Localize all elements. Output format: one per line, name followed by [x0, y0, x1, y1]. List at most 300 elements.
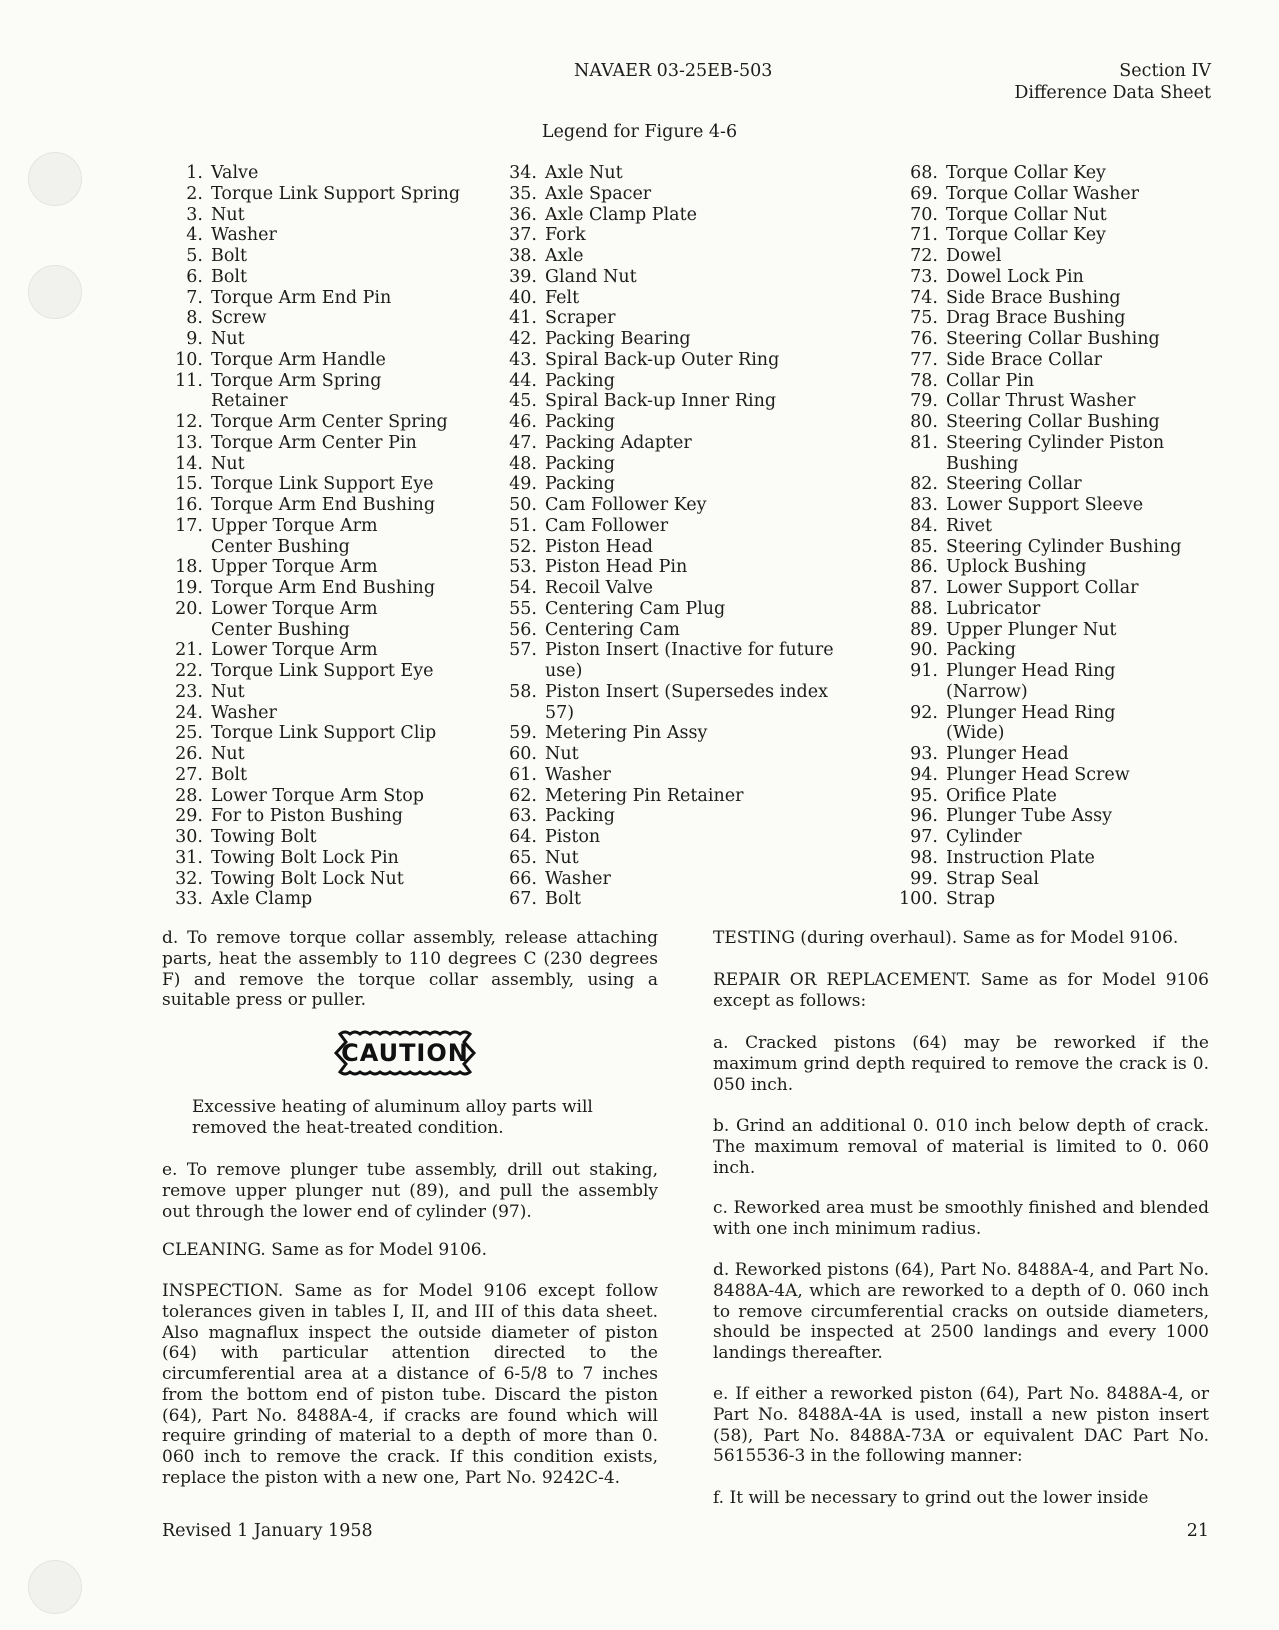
- legend-item: [500, 599, 834, 620]
- legend-item-number: 20.: [175, 598, 203, 619]
- legend-item: [500, 516, 834, 537]
- legend-item-number: 81.: [910, 432, 938, 453]
- legend-item-number: 22.: [175, 661, 203, 681]
- legend-item-number: 5.: [186, 246, 203, 266]
- legend-item-label: Packing Bearing: [545, 329, 691, 349]
- legend-item-number: 67.: [509, 889, 537, 910]
- legend-item-label: Scraper: [545, 308, 616, 329]
- legend-item: [500, 288, 834, 309]
- legend-item: [895, 516, 1181, 537]
- legend-item-number: 75.: [910, 308, 938, 329]
- legend-item: [500, 578, 834, 599]
- legend-item: [170, 682, 460, 703]
- legend-item-label: Torque Collar Nut: [946, 204, 1107, 225]
- legend-item-label: Valve: [211, 163, 259, 183]
- legend-item-label: Plunger Head Ring (Wide): [946, 702, 1116, 744]
- legend-item: [895, 225, 1181, 246]
- paragraph-d: d. To remove torque collar assembly, release attaching parts, heat the assembly to 110 degrees C (230 degrees F) and remove the torque collar assembly, using a suitable press or puller.: [162, 928, 658, 1011]
- legend-item-number: 34.: [509, 163, 537, 183]
- legend-item-number: 7.: [186, 287, 203, 308]
- legend-item: [170, 329, 460, 350]
- repair-item-b: b. Grind an additional 0. 010 inch below depth of crack. The maximum removal of material is limited to 0. 060 inch.: [713, 1116, 1209, 1178]
- legend-title: Legend for Figure 4-6: [541, 122, 738, 142]
- document-number: NAVAER 03-25EB-503: [574, 61, 773, 81]
- revision-date: Revised 1 January 1958: [162, 1521, 373, 1541]
- legend-item-label: Cam Follower Key: [545, 495, 707, 515]
- legend-item-label: Nut: [211, 453, 245, 474]
- legend-item-number: 74.: [910, 287, 938, 308]
- legend-item: [895, 744, 1181, 765]
- legend-item: [500, 225, 834, 246]
- legend-item: [170, 744, 460, 765]
- legend-item: [895, 267, 1181, 288]
- cleaning-paragraph: CLEANING. Same as for Model 9106.: [162, 1240, 488, 1260]
- legend-item: [895, 433, 1181, 475]
- legend-item: [170, 184, 460, 205]
- legend-item-label: For to Piston Bushing: [211, 806, 403, 827]
- legend-item-number: 26.: [175, 744, 203, 764]
- legend-item-number: 80.: [910, 412, 938, 432]
- legend-item-number: 98.: [910, 847, 938, 868]
- legend-item: [895, 786, 1181, 807]
- legend-item-label: Lower Torque Arm Stop: [211, 785, 424, 806]
- legend-item-label: Nut: [211, 329, 245, 349]
- legend-item: [500, 246, 834, 267]
- legend-item-number: 77.: [910, 349, 938, 370]
- legend-item-label: Towing Bolt Lock Nut: [211, 868, 404, 889]
- legend-item-label: Plunger Tube Assy: [946, 806, 1112, 827]
- legend-item-number: 44.: [509, 370, 537, 391]
- legend-item-number: 89.: [910, 619, 938, 640]
- legend-item-label: Drag Brace Bushing: [946, 308, 1126, 329]
- legend-item: [170, 765, 460, 786]
- legend-item: [895, 537, 1181, 558]
- legend-item-label: Torque Arm End Bushing: [211, 495, 436, 515]
- legend-item-label: Piston Insert (Inactive for future use): [545, 640, 834, 681]
- legend-item-label: Plunger Head Ring (Narrow): [946, 661, 1116, 702]
- legend-item-number: 18.: [175, 557, 203, 578]
- legend-item-number: 76.: [910, 329, 938, 349]
- legend-item: [170, 827, 460, 848]
- legend-item-number: 28.: [175, 785, 203, 806]
- caution-label: CAUTION: [341, 1039, 469, 1067]
- legend-item-number: 47.: [509, 432, 537, 453]
- repair-item-f: f. It will be necessary to grind out the lower inside: [713, 1488, 1149, 1508]
- legend-item-number: 32.: [175, 868, 203, 889]
- legend-column-2: [500, 163, 834, 910]
- legend-item-label: Axle Clamp: [211, 889, 313, 910]
- legend-item-number: 94.: [910, 764, 938, 785]
- legend-item-number: 69.: [910, 183, 938, 204]
- legend-item-label: Upper Plunger Nut: [946, 619, 1117, 640]
- legend-item: [170, 703, 460, 724]
- legend-item-number: 70.: [910, 204, 938, 225]
- legend-item-label: Steering Collar: [946, 474, 1082, 495]
- punch-hole: [28, 152, 82, 206]
- caution-text: Excessive heating of aluminum alloy parts will removed the heat-treated condition.: [192, 1097, 593, 1138]
- legend-item: [170, 723, 460, 744]
- legend-item-label: Torque Arm Center Spring: [211, 412, 448, 432]
- sheet-label: Difference Data Sheet: [1014, 83, 1211, 103]
- legend-item-number: 21.: [175, 640, 203, 661]
- legend-item-label: Centering Cam: [545, 619, 680, 640]
- legend-item: [500, 454, 834, 475]
- legend-item-label: Nut: [211, 204, 245, 225]
- legend-item-number: 87.: [910, 578, 938, 598]
- legend-item-label: Lower Support Sleeve: [946, 495, 1144, 515]
- legend-item-label: Torque Link Support Clip: [211, 723, 437, 744]
- legend-item: [500, 848, 834, 869]
- legend-item-number: 55.: [509, 598, 537, 619]
- legend-item-number: 71.: [910, 225, 938, 246]
- legend-item: [895, 848, 1181, 869]
- legend-item-number: 11.: [175, 370, 203, 391]
- legend-item-number: 6.: [186, 266, 203, 287]
- legend-item: [500, 433, 834, 454]
- legend-item-label: Upper Torque Arm: [211, 557, 378, 578]
- legend-item-label: Torque Arm End Bushing: [211, 578, 436, 598]
- legend-item-label: Bolt: [211, 764, 248, 785]
- legend-item-number: 13.: [175, 432, 203, 453]
- legend-item-number: 25.: [175, 723, 203, 744]
- legend-item-number: 84.: [910, 515, 938, 536]
- legend-item-number: 8.: [186, 308, 203, 329]
- legend-item-label: Axle: [545, 246, 584, 266]
- legend-item-label: Gland Nut: [545, 266, 637, 287]
- legend-item: [170, 495, 460, 516]
- legend-item-label: Torque Link Support Eye: [211, 661, 434, 681]
- legend-item-label: Steering Cylinder Bushing: [946, 536, 1182, 557]
- legend-item-number: 93.: [910, 744, 938, 764]
- legend-item-number: 37.: [509, 225, 537, 246]
- legend-item: [500, 723, 834, 744]
- legend-item-number: 64.: [509, 827, 537, 847]
- legend-item-label: Lower Torque Arm Center Bushing: [211, 598, 378, 640]
- legend-item-number: 72.: [910, 246, 938, 266]
- legend-item-number: 56.: [509, 619, 537, 640]
- legend-item-label: Upper Torque Arm Center Bushing: [211, 515, 378, 557]
- legend-item-number: 58.: [509, 681, 537, 702]
- legend-item-label: Dowel Lock Pin: [946, 266, 1084, 287]
- legend-item: [170, 350, 460, 371]
- legend-item: [170, 640, 460, 661]
- legend-item-label: Nut: [211, 744, 245, 764]
- legend-item-label: Torque Collar Key: [946, 225, 1106, 246]
- legend-item: [895, 184, 1181, 205]
- legend-item-label: Washer: [211, 225, 277, 246]
- page-number: 21: [1186, 1521, 1209, 1541]
- section-header: [1014, 60, 1211, 104]
- legend-item-number: 38.: [509, 246, 537, 266]
- legend-item: [500, 308, 834, 329]
- legend-item-label: Centering Cam Plug: [545, 598, 726, 619]
- legend-item: [500, 350, 834, 371]
- legend-item-number: 43.: [509, 349, 537, 370]
- legend-item-label: Axle Nut: [545, 163, 623, 183]
- legend-item-label: Plunger Head: [946, 744, 1069, 764]
- legend-item-number: 40.: [509, 287, 537, 308]
- legend-item: [170, 786, 460, 807]
- legend-item-number: 78.: [910, 370, 938, 391]
- legend-item-label: Metering Pin Retainer: [545, 785, 744, 806]
- legend-item: [170, 205, 460, 226]
- legend-item: [500, 371, 834, 392]
- testing-paragraph: TESTING (during overhaul). Same as for Model 9106.: [713, 928, 1179, 948]
- repair-item-e: e. If either a reworked piston (64), Part No. 8488A-4, or Part No. 8488A-4A is used, install a new piston insert (58), Part No. 8488A-73A or equivalent DAC Part No. 5615536-3 in the following manner:: [713, 1384, 1209, 1467]
- legend-item: [170, 599, 460, 641]
- legend-item: [170, 474, 460, 495]
- legend-item-label: Packing: [545, 453, 615, 474]
- legend-item: [170, 246, 460, 267]
- legend-item-number: 48.: [509, 453, 537, 474]
- legend-item-label: Torque Collar Washer: [946, 183, 1139, 204]
- legend-item-number: 79.: [910, 391, 938, 412]
- legend-item-label: Nut: [545, 744, 579, 764]
- legend-item: [895, 495, 1181, 516]
- legend-item-number: 31.: [175, 847, 203, 868]
- legend-item-label: Rivet: [946, 515, 993, 536]
- legend-item-number: 83.: [910, 495, 938, 515]
- legend-item-number: 88.: [910, 598, 938, 619]
- caution-banner: [330, 1030, 480, 1076]
- legend-item: [895, 765, 1181, 786]
- legend-item-label: Side Brace Bushing: [946, 287, 1121, 308]
- legend-item-number: 65.: [509, 847, 537, 868]
- legend-item: [170, 288, 460, 309]
- legend-item-number: 82.: [910, 474, 938, 495]
- legend-item-number: 92.: [910, 702, 938, 723]
- legend-item: [500, 163, 834, 184]
- legend-item-number: 17.: [175, 515, 203, 536]
- legend-item-number: 36.: [509, 204, 537, 225]
- legend-item: [895, 661, 1181, 703]
- legend-item-label: Fork: [545, 225, 586, 246]
- legend-item-label: Towing Bolt Lock Pin: [211, 847, 399, 868]
- legend-item-label: Spiral Back-up Outer Ring: [545, 349, 780, 370]
- legend-item: [895, 205, 1181, 226]
- legend-item: [170, 661, 460, 682]
- legend-item-number: 33.: [175, 889, 203, 910]
- legend-item: [895, 412, 1181, 433]
- legend-item-number: 61.: [509, 764, 537, 785]
- legend-item: [500, 640, 834, 682]
- legend-item-number: 15.: [175, 474, 203, 495]
- legend-item-number: 27.: [175, 764, 203, 785]
- legend-item: [895, 329, 1181, 350]
- legend-item-number: 16.: [175, 495, 203, 515]
- legend-item: [170, 516, 460, 558]
- legend-item-number: 99.: [910, 868, 938, 889]
- legend-item: [895, 827, 1181, 848]
- legend-column-3: [895, 163, 1181, 910]
- legend-item-label: Towing Bolt: [211, 827, 317, 847]
- legend-item-label: Screw: [211, 308, 267, 329]
- legend-item-label: Instruction Plate: [946, 847, 1095, 868]
- legend-item-label: Lower Support Collar: [946, 578, 1139, 598]
- legend-item-label: Lubricator: [946, 598, 1041, 619]
- legend-item-label: Torque Arm Spring Retainer: [211, 370, 382, 412]
- legend-item-number: 39.: [509, 266, 537, 287]
- punch-hole: [28, 265, 82, 319]
- legend-item-number: 90.: [910, 640, 938, 661]
- legend-column-1: [170, 163, 460, 910]
- legend-item-number: 91.: [910, 661, 938, 681]
- legend-item: [500, 495, 834, 516]
- legend-item-label: Piston Head Pin: [545, 557, 688, 578]
- legend-item: [170, 225, 460, 246]
- legend-item-label: Bolt: [211, 246, 248, 266]
- legend-item-label: Packing Adapter: [545, 432, 692, 453]
- legend-item: [500, 786, 834, 807]
- legend-item-label: Dowel: [946, 246, 1002, 266]
- legend-item-number: 29.: [175, 806, 203, 827]
- legend-item-label: Metering Pin Assy: [545, 723, 708, 744]
- legend-item-label: Steering Collar Bushing: [946, 412, 1160, 432]
- legend-item: [170, 371, 460, 413]
- legend-item-number: 23.: [175, 681, 203, 702]
- legend-item: [170, 433, 460, 454]
- legend-item-label: Washer: [211, 702, 277, 723]
- legend-item: [500, 474, 834, 495]
- legend-item-label: Bolt: [211, 266, 248, 287]
- legend-item-label: Strap: [946, 889, 996, 910]
- legend-item: [500, 537, 834, 558]
- legend-item: [170, 806, 460, 827]
- legend-item-number: 57.: [509, 640, 537, 661]
- legend-item: [170, 308, 460, 329]
- paragraph-e: e. To remove plunger tube assembly, drill out staking, remove upper plunger nut (89), and pull the assembly out through the lower end of cylinder (97).: [162, 1160, 658, 1222]
- legend-item: [895, 246, 1181, 267]
- legend-item-number: 85.: [910, 536, 938, 557]
- legend-item-label: Torque Arm End Pin: [211, 287, 392, 308]
- legend-item-number: 52.: [509, 536, 537, 557]
- legend-item-label: Washer: [545, 868, 611, 889]
- legend-item: [895, 889, 1181, 910]
- legend-item: [500, 184, 834, 205]
- legend-item-label: Spiral Back-up Inner Ring: [545, 391, 777, 412]
- legend-item-number: 24.: [175, 702, 203, 723]
- repair-item-a: a. Cracked pistons (64) may be reworked if the maximum grind depth required to remove the crack is 0. 050 inch.: [713, 1033, 1209, 1095]
- legend-item: [500, 205, 834, 226]
- legend-item-label: Piston Head: [545, 536, 654, 557]
- legend-item-label: Torque Link Support Spring: [211, 183, 461, 204]
- legend-item-label: Steering Cylinder Piston Bushing: [946, 432, 1165, 474]
- legend-item-number: 46.: [509, 412, 537, 432]
- legend-item-number: 86.: [910, 557, 938, 578]
- legend-item-number: 45.: [509, 391, 537, 412]
- legend-item-label: Torque Arm Handle: [211, 349, 386, 370]
- legend-item-number: 50.: [509, 495, 537, 515]
- legend-item-label: Packing: [545, 370, 615, 391]
- legend-item-number: 30.: [175, 827, 203, 847]
- legend-item-label: Packing: [545, 412, 615, 432]
- legend-item: [170, 454, 460, 475]
- legend-item: [895, 703, 1181, 745]
- section-label: Section IV: [1119, 61, 1211, 81]
- legend-item-number: 96.: [910, 806, 938, 827]
- legend-item-number: 3.: [186, 204, 203, 225]
- legend-item-number: 59.: [509, 723, 537, 744]
- legend-item: [895, 308, 1181, 329]
- legend-item-number: 12.: [175, 412, 203, 432]
- legend-item: [895, 391, 1181, 412]
- legend-item: [895, 869, 1181, 890]
- legend-item: [170, 412, 460, 433]
- repair-item-c: c. Reworked area must be smoothly finished and blended with one inch minimum radius.: [713, 1198, 1209, 1239]
- legend-item-number: 4.: [186, 225, 203, 246]
- legend-item-number: 63.: [509, 806, 537, 827]
- legend-item: [500, 412, 834, 433]
- legend-item-label: Orifice Plate: [946, 785, 1057, 806]
- legend-item-number: 35.: [509, 183, 537, 204]
- legend-item: [170, 889, 460, 910]
- legend-item-label: Lower Torque Arm: [211, 640, 378, 661]
- legend-item-number: 100.: [899, 889, 938, 910]
- legend-item-number: 41.: [509, 308, 537, 329]
- repair-item-d: d. Reworked pistons (64), Part No. 8488A-4, and Part No. 8488A-4A, which are reworked to a depth of 0. 060 inch to remove circumferential cracks on outside diameters, should be inspected at 2500 landings and every 1000 landings thereafter.: [713, 1260, 1209, 1363]
- legend-item-number: 62.: [509, 785, 537, 806]
- legend-item: [500, 744, 834, 765]
- legend-item: [500, 869, 834, 890]
- legend-item: [895, 288, 1181, 309]
- legend-item: [895, 578, 1181, 599]
- legend-item-label: Collar Thrust Washer: [946, 391, 1136, 412]
- legend-item: [500, 827, 834, 848]
- legend-item: [500, 620, 834, 641]
- legend-item: [170, 578, 460, 599]
- legend-item: [500, 267, 834, 288]
- legend-item-label: Piston Insert (Supersedes index 57): [545, 681, 828, 723]
- legend-item-label: Plunger Head Screw: [946, 764, 1130, 785]
- legend-item: [500, 557, 834, 578]
- legend-item-label: Nut: [211, 681, 245, 702]
- legend-item: [895, 806, 1181, 827]
- legend-item: [170, 557, 460, 578]
- legend-item-label: Collar Pin: [946, 370, 1035, 391]
- legend-item: [895, 620, 1181, 641]
- legend-item-label: Cylinder: [946, 827, 1022, 847]
- legend-item: [895, 371, 1181, 392]
- legend-item-label: Axle Clamp Plate: [545, 204, 697, 225]
- legend-item-label: Strap Seal: [946, 868, 1039, 889]
- punch-hole: [28, 1560, 82, 1614]
- legend-item: [895, 640, 1181, 661]
- legend-item-label: Torque Link Support Eye: [211, 474, 434, 495]
- legend-item-number: 53.: [509, 557, 537, 578]
- legend-item: [500, 329, 834, 350]
- legend-item-number: 51.: [509, 515, 537, 536]
- legend-item-label: Cam Follower: [545, 515, 669, 536]
- legend-item-number: 2.: [186, 183, 203, 204]
- legend-item-label: Side Brace Collar: [946, 349, 1103, 370]
- legend-item-label: Bolt: [545, 889, 582, 910]
- inspection-paragraph: INSPECTION. Same as for Model 9106 except follow tolerances given in tables I, II, and III of this data sheet. Also magnaflux inspect the outside diameter of piston (64) with particular attention directed to the circumferential area at a distance of 6-5/8 to 7 inches from the bottom end of piston tube. Discard the piston (64), Part No. 8488A-4, if cracks are found which will require grinding of material to a depth of more than 0. 060 inch to remove the crack. If this condition exists, replace the piston with a new one, Part No. 9242C-4.: [162, 1281, 658, 1488]
- legend-item-label: Nut: [545, 847, 579, 868]
- legend-item: [170, 267, 460, 288]
- legend-item-number: 42.: [509, 329, 537, 349]
- legend-item: [170, 163, 460, 184]
- legend-item: [895, 163, 1181, 184]
- legend-item-number: 14.: [175, 453, 203, 474]
- legend-item-label: Torque Arm Center Pin: [211, 432, 417, 453]
- legend-item: [895, 599, 1181, 620]
- legend-item: [500, 806, 834, 827]
- legend-item-label: Packing: [545, 806, 615, 827]
- legend-item-number: 9.: [186, 329, 203, 349]
- legend-item-label: Torque Collar Key: [946, 163, 1106, 183]
- legend-item-label: Piston: [545, 827, 601, 847]
- legend-item-number: 66.: [509, 868, 537, 889]
